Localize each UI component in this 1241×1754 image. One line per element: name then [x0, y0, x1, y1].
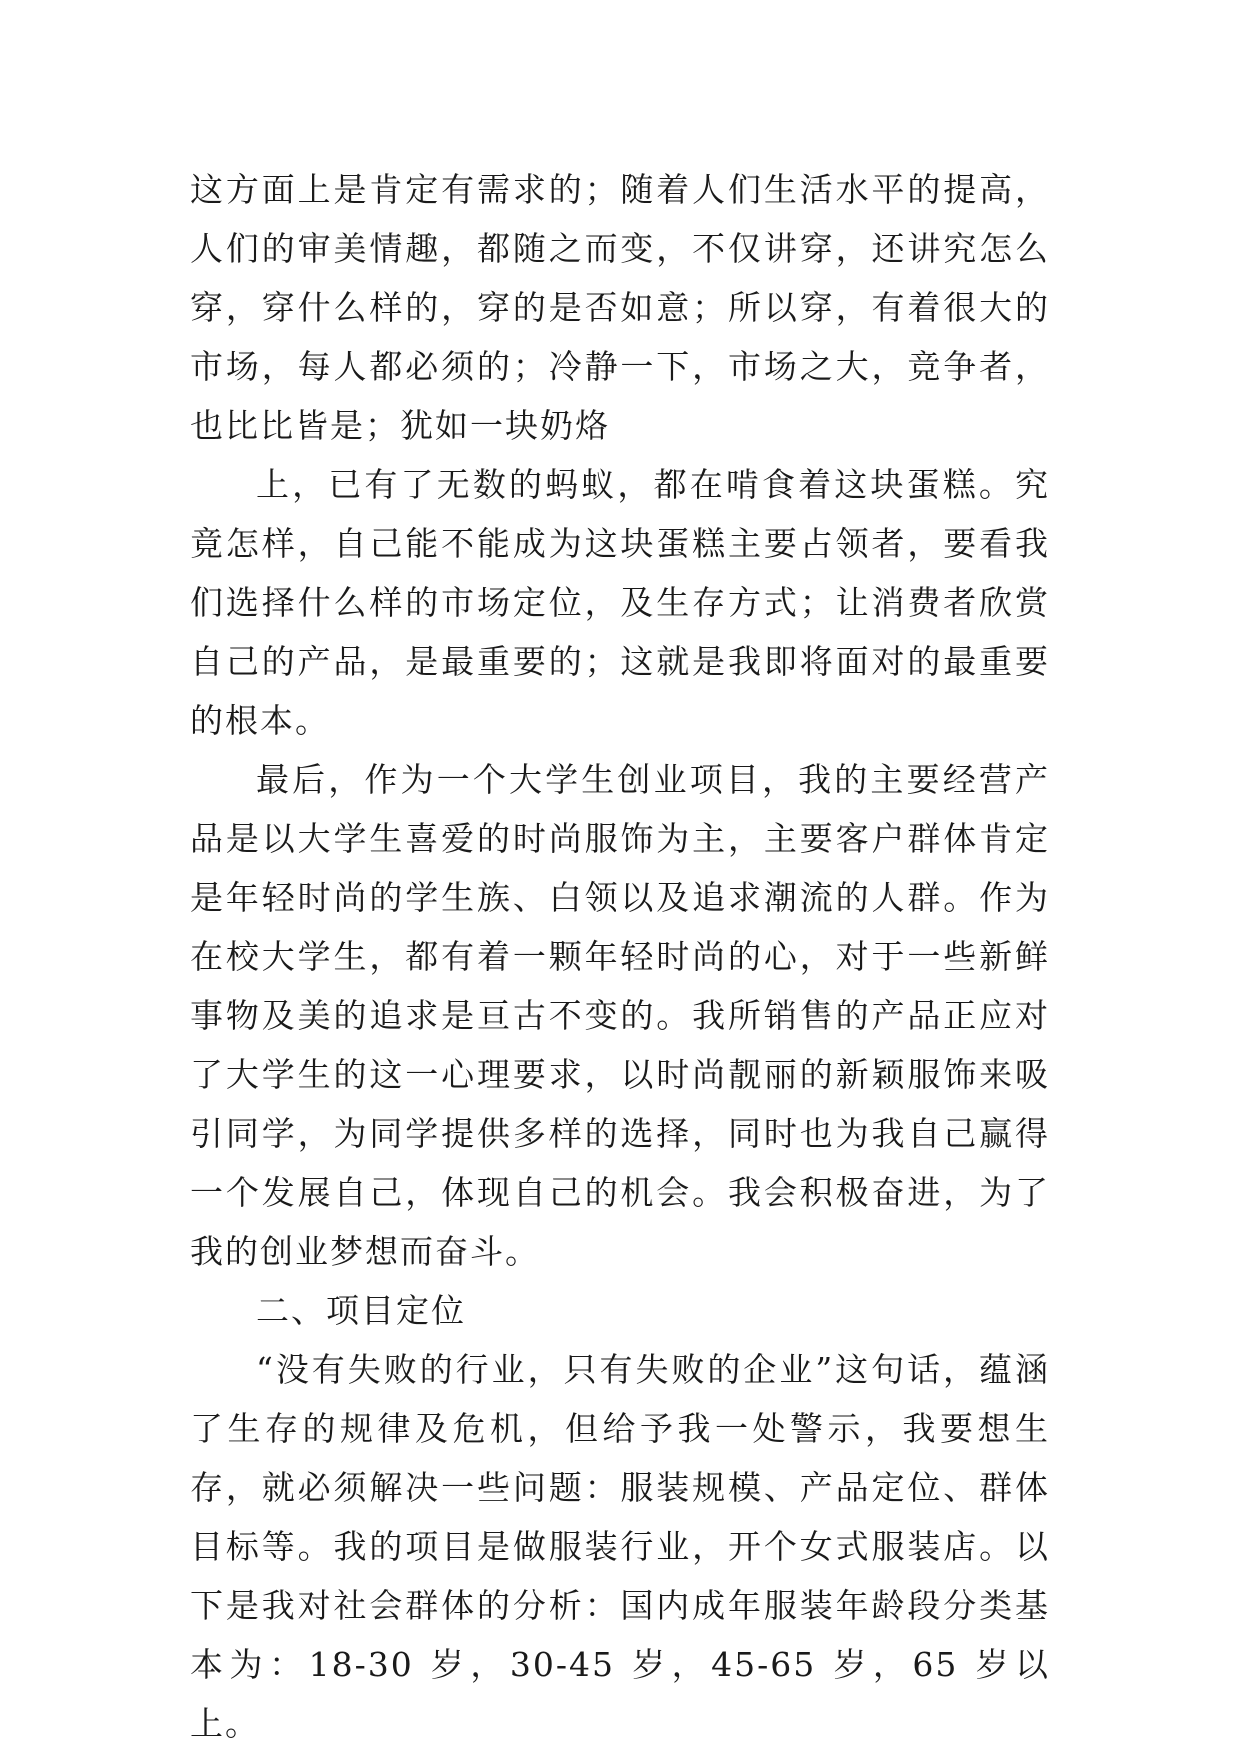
document-body	[190, 160, 1050, 1753]
paragraph-project-analysis: “没有失败的行业，只有失败的企业”这句话，蕴涵了生存的规律及危机，但给予我一处警示，我要想生存，就必须解决一些问题：服装规模、产品定位、群体目标等。我的项目是做服装行业，开个女式服装店。以下是我对社会群体的分析：国内成年服装年龄段分类基本为：18-30 岁，30-45 岁，45-65 岁，65 岁以上。	[190, 1350, 1050, 1743]
paragraph-market-demand: 这方面上是肯定有需求的；随着人们生活水平的提高，人们的审美情趣，都随之而变，不仅讲穿，还讲究怎么穿，穿什么样的，穿的是否如意；所以穿，有着很大的市场，每人都必须的；冷静一下，市场之大，竞争者，也比比皆是；犹如一块奶烙	[190, 170, 1050, 445]
paragraph-market-competition: 上，已有了无数的蚂蚁，都在啃食着这块蛋糕。究竟怎样，自己能不能成为这块蛋糕主要占领者，要看我们选择什么样的市场定位，及生存方式；让消费者欣赏自己的产品，是最重要的；这就是我即将面对的最重要的根本。	[190, 465, 1050, 740]
paragraph-student-project: 最后，作为一个大学生创业项目，我的主要经营产品是以大学生喜爱的时尚服饰为主，主要客户群体肯定是年轻时尚的学生族、白领以及追求潮流的人群。作为在校大学生，都有着一颗年轻时尚的心，对于一些新鲜事物及美的追求是亘古不变的。我所销售的产品正应对了大学生的这一心理要求，以时尚靓丽的新颖服饰来吸引同学，为同学提供多样的选择，同时也为我自己赢得一个发展自己，体现自己的机会。我会积极奋进，为了我的创业梦想而奋斗。	[190, 760, 1050, 1271]
section-heading-project-positioning: 二、项目定位	[256, 1291, 466, 1330]
